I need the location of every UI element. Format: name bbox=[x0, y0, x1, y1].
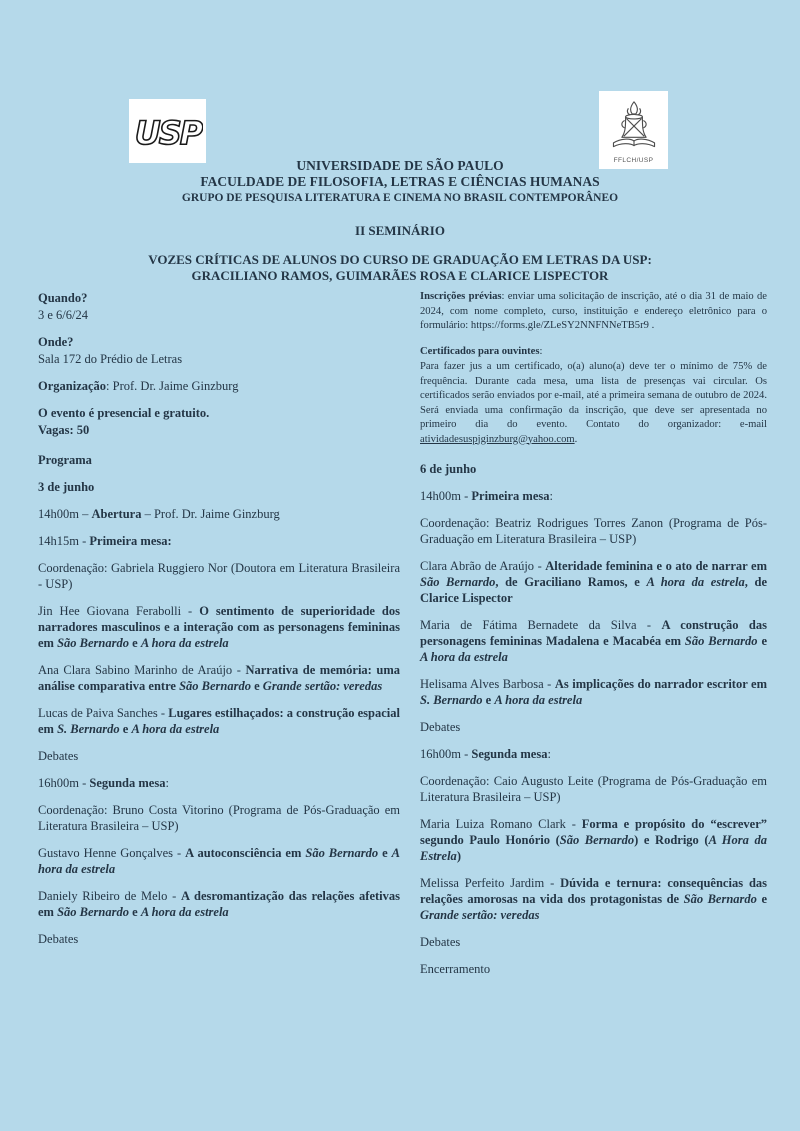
university-name: UNIVERSIDADE DE SÃO PAULO bbox=[296, 158, 504, 173]
date-heading bbox=[420, 461, 767, 477]
text-segment: Para fazer jus a um certificado, o(a) aluno(a) deve ter o mínimo de 75% de frequência. Durante cada mesa, uma lista de presenças vai circular. Os certificados serão enviados por e-mail, até a primeira semana de outubro de 2024. Será enviada uma confirmação da inscrição, que deve ser apresentada no primeiro dia do evento. Contato do organizador: e-mail bbox=[420, 361, 767, 430]
text-segment: e bbox=[129, 636, 141, 650]
content bbox=[38, 290, 767, 988]
inscricoes bbox=[420, 290, 767, 334]
text-segment: Gustavo Henne Gonçalves - bbox=[38, 846, 186, 860]
text-segment: Sala 172 do Prédio de Letras bbox=[38, 352, 183, 366]
text-segment: Coordenação: Bruno Costa Vitorino (Programa de Pós-Graduação em Literatura Brasileira – USP) bbox=[38, 803, 400, 833]
encerramento bbox=[420, 961, 767, 977]
text-segment: Clara Abrão de Araújo - bbox=[420, 559, 546, 573]
text-segment: 16h00m - bbox=[38, 776, 90, 790]
text-segment: 14h15m - bbox=[38, 534, 90, 548]
presentation bbox=[38, 603, 400, 651]
quando-label bbox=[38, 290, 400, 306]
text-segment: São Bernardo bbox=[684, 634, 758, 648]
usp-logo bbox=[129, 99, 206, 163]
text-segment: A hora da estrela bbox=[646, 575, 745, 589]
text-segment: A hora da estrela bbox=[131, 722, 220, 736]
mesa-heading bbox=[38, 533, 400, 549]
research-group-name: GRUPO DE PESQUISA LITERATURA E CINEMA NO BRASIL CONTEMPORÂNEO bbox=[181, 192, 619, 204]
presentation bbox=[38, 662, 400, 694]
usp-logo-text: USP bbox=[134, 114, 201, 152]
text-segment: Lugares estilhaçados: a construção espacial em bbox=[38, 706, 400, 736]
mesa-heading bbox=[38, 775, 400, 791]
text-segment: Forma e propósito do “escrever” segundo Paulo Honório ( bbox=[420, 817, 768, 847]
text-segment: ) e Rodrigo ( bbox=[634, 833, 709, 847]
text-segment: Helisama Alves Barbosa - bbox=[420, 677, 555, 691]
text-segment: São Bernardo bbox=[57, 905, 129, 919]
debates bbox=[420, 719, 767, 735]
text-segment: São Bernardo bbox=[559, 833, 635, 847]
text-segment: Organização bbox=[38, 379, 107, 393]
text-segment: Melissa Perfeito Jardim - bbox=[420, 876, 561, 890]
text-segment: A hora da estrela bbox=[140, 905, 229, 919]
text-segment: Grande sertão: veredas bbox=[262, 679, 383, 693]
event-title bbox=[0, 252, 800, 284]
text-segment: 3 e 6/6/24 bbox=[38, 308, 88, 322]
presentation bbox=[420, 816, 767, 864]
event-title-line1: VOZES CRÍTICAS DE ALUNOS DO CURSO DE GRADUAÇÃO EM LETRAS DA USP: bbox=[148, 252, 652, 267]
debates bbox=[420, 934, 767, 950]
presentation bbox=[38, 845, 400, 877]
coordenacao bbox=[38, 560, 400, 592]
text-segment: Inscrições prévias bbox=[420, 291, 502, 302]
text-segment: Debates bbox=[38, 932, 79, 946]
text-segment: : Prof. Dr. Jaime Ginzburg bbox=[106, 379, 239, 393]
text-segment: : bbox=[547, 747, 551, 761]
coordenacao bbox=[38, 802, 400, 834]
text-segment: São Bernardo bbox=[179, 679, 251, 693]
text-segment: Certificados para ouvintes bbox=[420, 345, 540, 357]
text-segment: O evento é presencial e gratuito. bbox=[38, 406, 210, 420]
text-segment: Maria de Fátima Bernadete da Silva - bbox=[420, 618, 662, 632]
text-segment: , de Clarice Lispector bbox=[420, 575, 767, 605]
text-segment: Vagas: 50 bbox=[38, 423, 90, 437]
text-segment: Grande sertão: veredas bbox=[420, 908, 540, 922]
presentation bbox=[420, 617, 767, 665]
text-segment: Onde? bbox=[38, 335, 74, 349]
text-segment: , de Graciliano Ramos, e bbox=[495, 575, 647, 589]
text-segment: São Bernardo bbox=[420, 575, 496, 589]
debates bbox=[38, 748, 400, 764]
text-segment: A hora da estrela bbox=[494, 693, 583, 707]
text-segment: : bbox=[549, 489, 553, 503]
text-segment: Debates bbox=[420, 720, 461, 734]
text-segment: 16h00m - bbox=[420, 747, 472, 761]
presentation bbox=[38, 888, 400, 920]
presentation bbox=[420, 558, 767, 606]
email-link[interactable]: atividadesuspjginzburg@yahoo.com bbox=[420, 433, 575, 445]
event-title-line2: GRACILIANO RAMOS, GUIMARÃES ROSA E CLARICE LISPECTOR bbox=[191, 268, 609, 283]
lamp-book-icon bbox=[606, 98, 662, 156]
text-segment: São Bernardo bbox=[57, 636, 129, 650]
text-segment: S. Bernardo bbox=[420, 693, 483, 707]
programa-heading bbox=[38, 452, 400, 468]
text-segment: e bbox=[119, 722, 132, 736]
text-segment: A hora da estrela bbox=[38, 846, 400, 876]
text-segment: Coordenação: Gabriela Ruggiero Nor (Doutora em Literatura Brasileira - USP) bbox=[38, 561, 400, 591]
text-segment: Segunda mesa bbox=[471, 747, 548, 761]
vagas bbox=[38, 422, 400, 438]
certificados-text bbox=[420, 360, 767, 447]
form-url[interactable]: https://forms.gle/ZLeSY2NNFNNeTB5r9 bbox=[470, 320, 649, 331]
text-segment: Alteridade feminina e o ato de narrar em bbox=[545, 559, 767, 573]
text-segment: 3 de junho bbox=[38, 480, 95, 494]
mesa-heading bbox=[420, 488, 767, 504]
header bbox=[0, 158, 800, 284]
presentation bbox=[420, 676, 767, 708]
usp-logo-icon bbox=[133, 106, 203, 156]
coordenacao bbox=[420, 773, 767, 805]
text-segment: Maria Luiza Romano Clark - bbox=[420, 817, 582, 831]
text-segment: ) bbox=[456, 849, 461, 863]
text-segment: Segunda mesa bbox=[89, 776, 166, 790]
text-segment: O sentimento de superioridade dos narradores masculinos e a interação com as personagens femininas em bbox=[38, 604, 400, 650]
text-segment: e bbox=[378, 846, 392, 860]
text-segment: Narrativa de memória: uma análise comparativa entre bbox=[38, 663, 400, 693]
text-segment: Quando? bbox=[38, 291, 88, 305]
coordenacao bbox=[420, 515, 767, 547]
text-segment: Primeira mesa bbox=[471, 489, 550, 503]
text-segment: Lucas de Paiva Sanches - bbox=[38, 706, 169, 720]
mesa-heading bbox=[420, 746, 767, 762]
text-segment: : bbox=[539, 345, 543, 357]
text-segment: Coordenação: Beatriz Rodrigues Torres Zanon (Programa de Pós-Graduação em Literatura Brasileira – USP) bbox=[420, 516, 767, 546]
faculty-name: FACULDADE DE FILOSOFIA, LETRAS E CIÊNCIAS HUMANAS bbox=[200, 174, 600, 189]
text-segment: e bbox=[250, 679, 263, 693]
text-segment: Programa bbox=[38, 453, 92, 467]
text-segment: e bbox=[482, 693, 495, 707]
text-segment: . bbox=[648, 320, 655, 331]
organizacao bbox=[38, 378, 400, 394]
debates bbox=[38, 931, 400, 947]
certificados-label bbox=[420, 345, 767, 360]
text-segment: Daniely Ribeiro de Melo - bbox=[38, 889, 181, 903]
text-segment: : bbox=[165, 776, 169, 790]
abertura bbox=[38, 506, 400, 522]
text-segment: Primeira mesa: bbox=[89, 534, 172, 548]
left-column bbox=[38, 290, 400, 988]
text-segment: e bbox=[756, 892, 767, 906]
presentation bbox=[38, 705, 400, 737]
text-segment: São Bernardo bbox=[305, 846, 379, 860]
text-segment: Ana Clara Sabino Marinho de Araújo - bbox=[38, 663, 246, 677]
text-segment: A autoconsciência em bbox=[185, 846, 306, 860]
text-segment: Jin Hee Giovana Ferabolli - bbox=[38, 604, 200, 618]
evento-note bbox=[38, 405, 400, 421]
text-segment: Abertura bbox=[91, 507, 142, 521]
text-segment: e bbox=[129, 905, 141, 919]
text-segment: : enviar uma solicitação de inscrição, até o dia 31 de maio de 2024, com nome completo, curso, instituição e endereço eletrônico para o formulário: bbox=[420, 291, 767, 331]
presentation bbox=[420, 875, 767, 923]
text-segment: S. Bernardo bbox=[57, 722, 120, 736]
text-segment: São Bernardo bbox=[683, 892, 757, 906]
text-segment: 14h00m - bbox=[420, 489, 472, 503]
text-segment: Encerramento bbox=[420, 962, 491, 976]
right-column bbox=[420, 290, 767, 988]
onde-label bbox=[38, 334, 400, 350]
text-segment: A desromantização das relações afetivas em bbox=[38, 889, 400, 919]
text-segment: . bbox=[574, 433, 578, 445]
text-segment: Debates bbox=[38, 749, 79, 763]
text-segment: Coordenação: Caio Augusto Leite (Programa de Pós-Graduação em Literatura Brasileira – USP) bbox=[420, 774, 767, 804]
seminar-number: II SEMINÁRIO bbox=[355, 223, 445, 238]
text-segment: Dúvida e ternura: consequências das relações amorosas na vida dos protagonistas de bbox=[420, 876, 768, 906]
text-segment: A hora da estrela bbox=[420, 650, 508, 664]
text-segment: A Hora da Estrela bbox=[420, 833, 767, 863]
fflch-logo-caption: FFLCH/USP bbox=[613, 157, 654, 164]
date-heading bbox=[38, 479, 400, 495]
text-segment: As implicações do narrador escritor em bbox=[554, 677, 767, 691]
onde-value bbox=[38, 351, 400, 367]
text-segment: A hora da estrela bbox=[140, 636, 229, 650]
quando-value bbox=[38, 307, 400, 323]
text-segment: 14h00m – bbox=[38, 507, 92, 521]
text-segment: – Prof. Dr. Jaime Ginzburg bbox=[141, 507, 280, 521]
text-segment: e bbox=[757, 634, 767, 648]
text-segment: A construção das personagens femininas Madalena e Macabéa em bbox=[420, 618, 767, 648]
text-segment: 6 de junho bbox=[420, 462, 477, 476]
text-segment: Debates bbox=[420, 935, 461, 949]
